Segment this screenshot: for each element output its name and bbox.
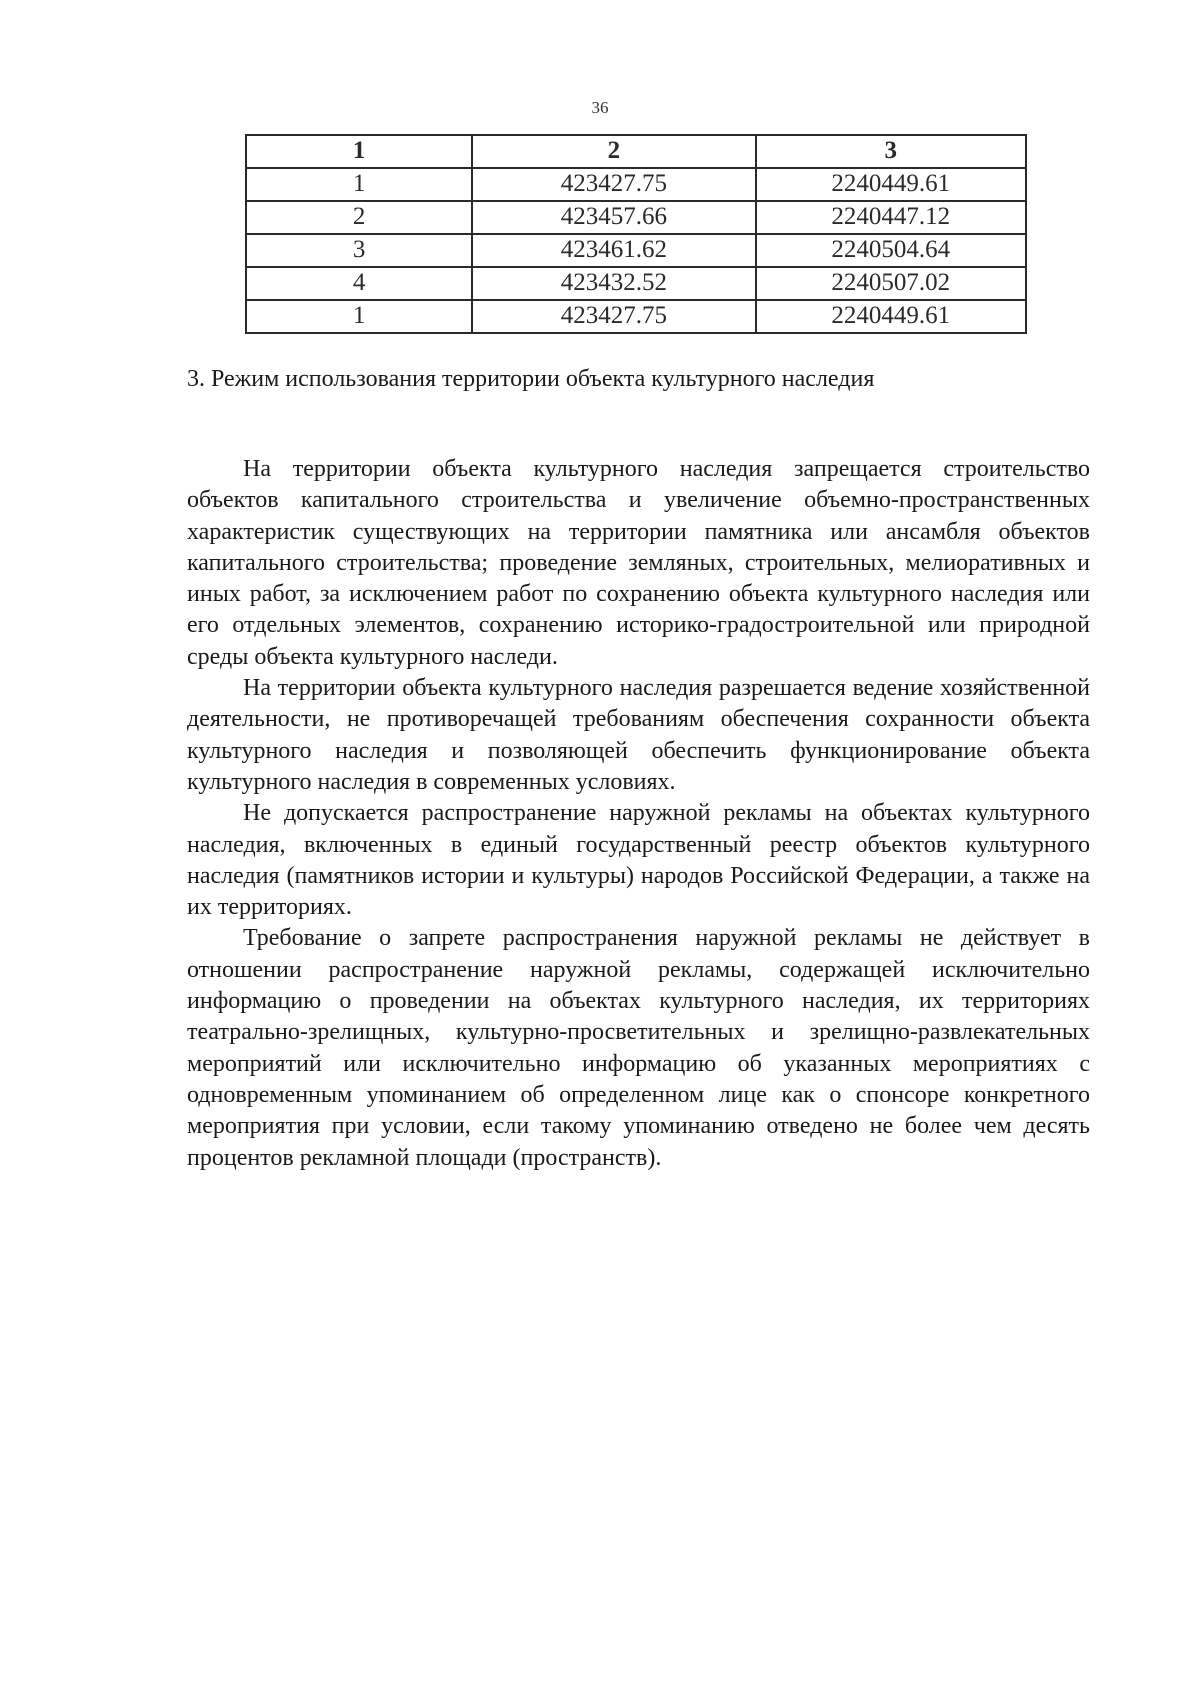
paragraph: Требование о запрете распространения наружной рекламы не действует в отношении распространение наружной рекламы, содержащей исключительно информацию о проведении на объектах культурного наследия, их территориях театрально-зрелищных, культурно-просветительных и зрелищно-развлекательных мероприятий или исключительно информацию об указанных мероприятиях с одновременным упоминанием об определенном лице как о спонсоре конкретного мероприятия при условии, если такому упоминанию отведено не более чем десять процентов рекламной площади (пространств). [187, 925, 1090, 1171]
table-row [246, 168, 1026, 201]
point-number-cell: 3 [246, 234, 472, 267]
point-number-cell: 2 [246, 201, 472, 234]
x-coordinate-cell: 423427.75 [472, 168, 755, 201]
x-coordinate-cell: 423432.52 [472, 267, 755, 300]
table-header-cell: 2 [472, 135, 755, 168]
y-coordinate-cell: 2240507.02 [756, 267, 1026, 300]
y-coordinate-cell: 2240449.61 [756, 168, 1026, 201]
y-coordinate-cell: 2240449.61 [756, 300, 1026, 333]
page-number: 36 [591, 98, 609, 117]
table-header-cell: 3 [756, 135, 1026, 168]
table-row [246, 234, 1026, 267]
table-row [246, 267, 1026, 300]
y-coordinate-cell: 2240504.64 [756, 234, 1026, 267]
x-coordinate-cell: 423457.66 [472, 201, 755, 234]
x-coordinate-cell: 423461.62 [472, 234, 755, 267]
paragraph: На территории объекта культурного наследия запрещается строительство объектов капитального строительства и увеличение объемно-пространственных характеристик существующих на территории памятника или ансамбля объектов капитального строительства; проведение земляных, строительных, мелиоративных и иных работ, за исключением работ по сохранению объекта культурного наследия или его отдельных элементов, сохранению историко-градостроительной или природной среды объекта культурного наследи. [187, 456, 1090, 670]
table-header-cell: 1 [246, 135, 472, 168]
paragraph: На территории объекта культурного наследия разрешается ведение хозяйственной деятельности, не противоречащей требованиям обеспечения сохранности объекта культурного наследия и позволяющей обеспечить функционирование объекта культурного наследия в современных условиях. [187, 675, 1090, 795]
table-row [246, 201, 1026, 234]
coordinates-table [245, 134, 1027, 334]
point-number-cell: 1 [246, 300, 472, 333]
point-number-cell: 4 [246, 267, 472, 300]
body-text [187, 454, 1090, 1174]
table-header-row [246, 135, 1026, 168]
x-coordinate-cell: 423427.75 [472, 300, 755, 333]
paragraph: Не допускается распространение наружной рекламы на объектах культурного наследия, включенных в единый государственный реестр объектов культурного наследия (памятников истории и культуры) народов Российской Федерации, а также на их территориях. [187, 800, 1090, 921]
point-number-cell: 1 [246, 168, 472, 201]
y-coordinate-cell: 2240447.12 [756, 201, 1026, 234]
table-row [246, 300, 1026, 333]
section-title: 3. Режим использования территории объекта культурного наследия [187, 366, 875, 392]
